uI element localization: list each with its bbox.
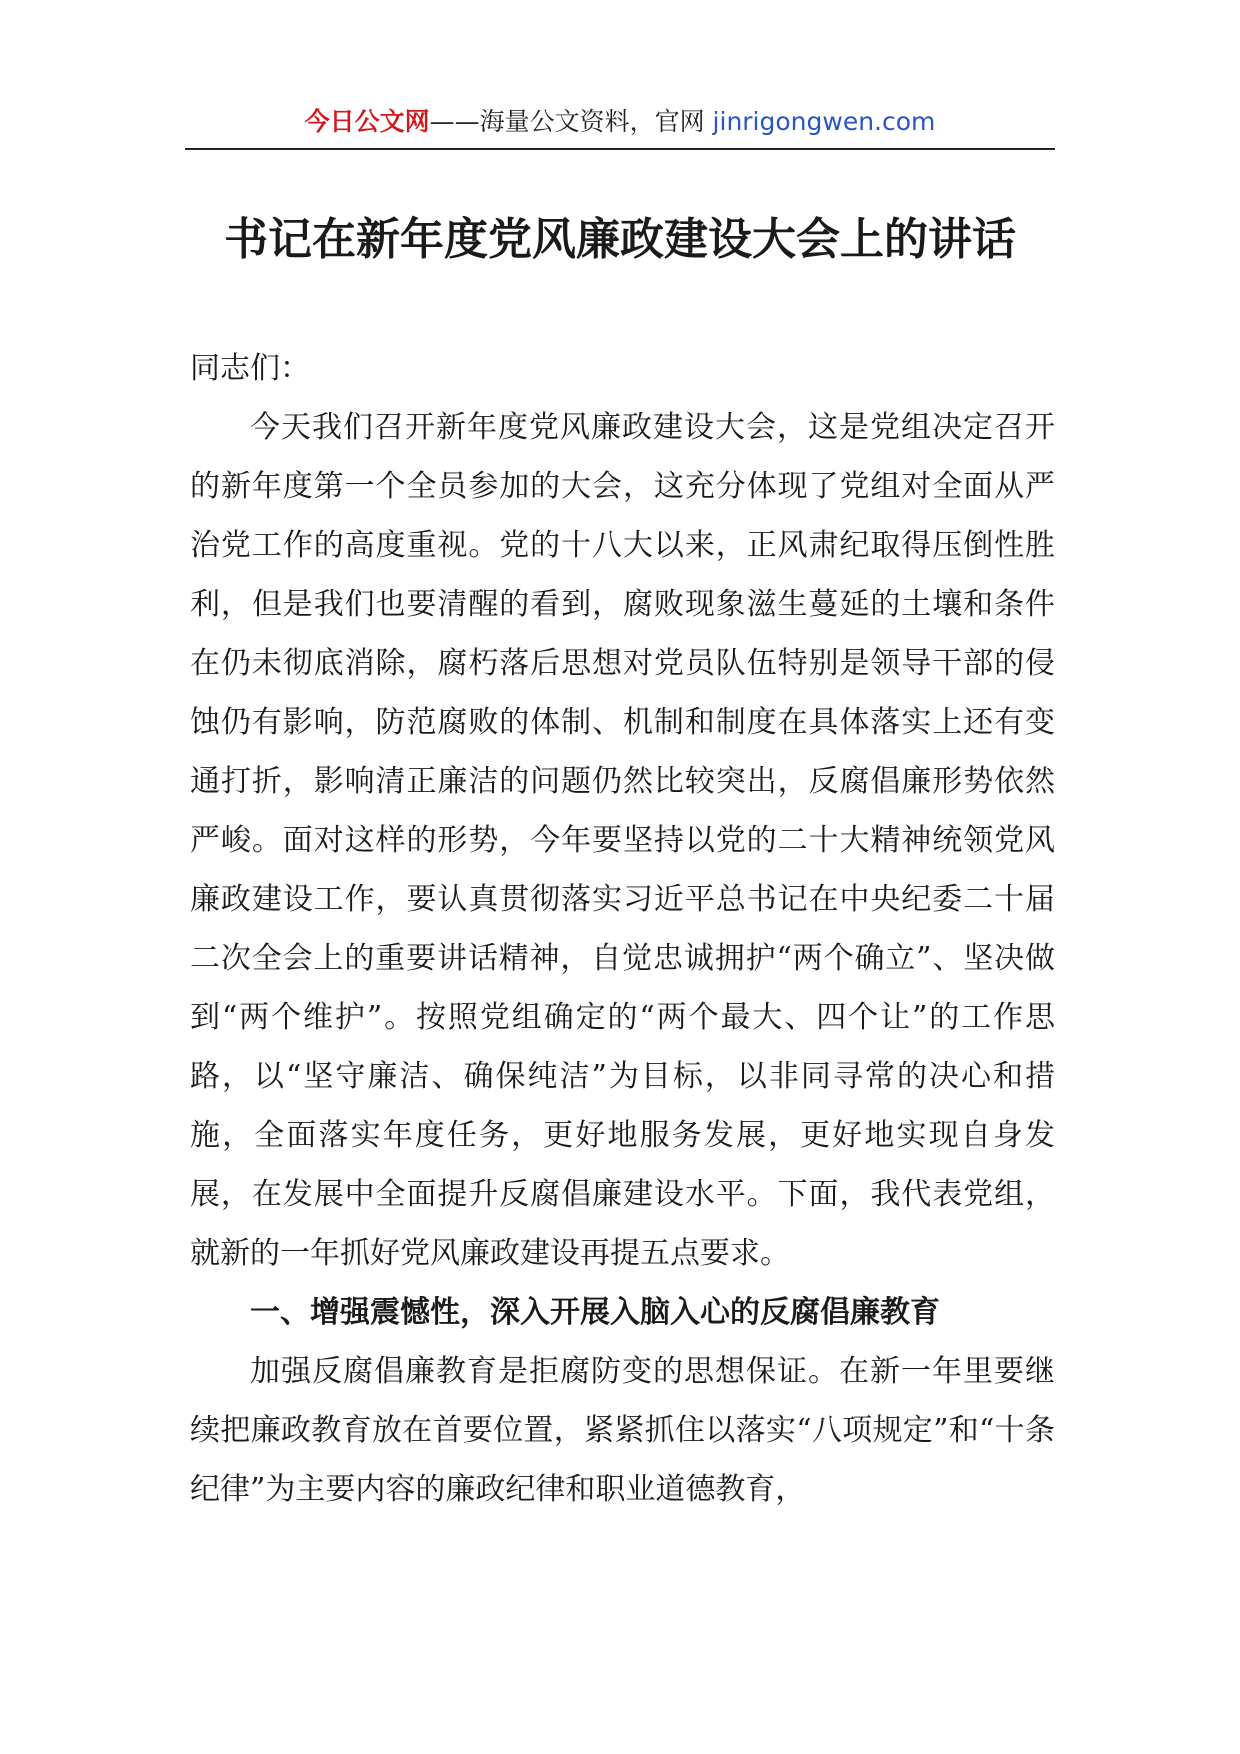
- body-paragraph: 加强反腐倡廉教育是拒腐防变的思想保证。在新一年里要继续把廉政教育放在首要位置，紧紧抓住以落实“八项规定”和“十条纪律”为主要内容的廉政纪律和职业道德教育，: [190, 1354, 1055, 1507]
- site-url-link[interactable]: jinrigongwen.com: [712, 107, 936, 136]
- site-header: [185, 102, 1055, 142]
- greeting: 同志们：: [190, 351, 310, 386]
- site-brand[interactable]: 今日公文网: [304, 107, 430, 136]
- section-heading: 一、增强震憾性，深入开展入脑入心的反腐倡廉教育: [250, 1295, 940, 1330]
- body-paragraph: 今天我们召开新年度党风廉政建设大会，这是党组决定召开的新年度第一个全员参加的大会，这充分体现了党组对全面从严治党工作的高度重视。党的十八大以来，正风肃纪取得压倒性胜利，但是我们也要清醒的看到，腐败现象滋生蔓延的土壤和条件在仍未彻底消除，腐朽落后思想对党员队伍特别是领导干部的侵蚀仍有影响，防范腐败的体制、机制和制度在具体落实上还有变通打折，影响清正廉洁的问题仍然比较突出，反腐倡廉形势依然严峻。面对这样的形势，今年要坚持以党的二十大精神统领党风廉政建设工作，要认真贯彻落实习近平总书记在中央纪委二十届二次全会上的重要讲话精神，自觉忠诚拥护“两个确立”、坚决做到“两个维护”。按照党组确定的“两个最大、四个让”的工作思路，以“坚守廉洁、确保纯洁”为目标，以非同寻常的决心和措施，全面落实年度任务，更好地服务发展，更好地实现自身发展，在发展中全面提升反腐倡廉建设水平。下面，我代表党组，就新的一年抓好党风廉政建设再提五点要求。: [190, 410, 1055, 1271]
- header-divider: [185, 148, 1055, 150]
- site-tagline: ——海量公文资料，官网: [429, 107, 713, 136]
- document-title: 书记在新年度党风廉政建设大会上的讲话: [224, 214, 1016, 265]
- document-body: [190, 339, 1055, 1519]
